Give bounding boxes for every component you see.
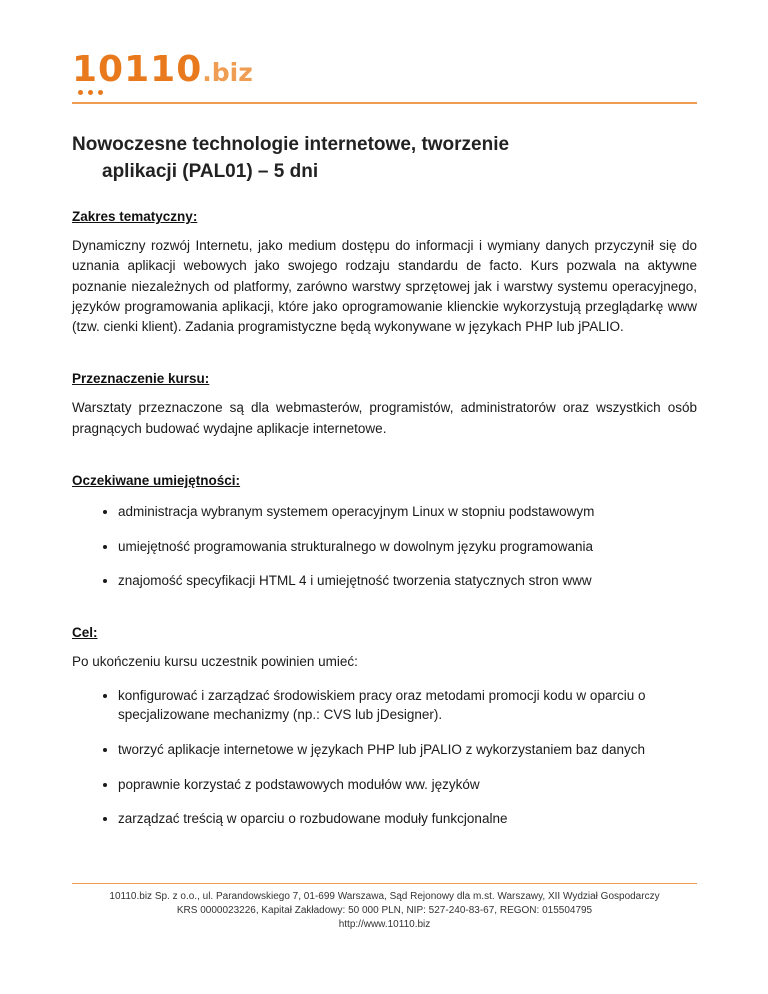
section-body-przeznaczenie: Warsztaty przeznaczone są dla webmasterów, programistów, administratorów oraz wszystkich osób pragnących budować wydajne aplikacje internetowe.	[72, 400, 697, 436]
bullet-list-cel	[72, 686, 697, 829]
bullet-item: • poprawnie korzystać z podstawowych modułów ww. języków	[118, 775, 697, 795]
bullet-item: • zarządzać treścią w oparciu o rozbudowane moduły funkcjonalne	[118, 809, 697, 829]
bullet-item: • tworzyć aplikacje internetowe w językach PHP lub jPALIO z wykorzystaniem baz danych	[118, 740, 697, 760]
bullet-item: • konfigurować i zarządzać środowiskiem pracy oraz metodami promocji kodu w oparciu o specjalizowane mechanizmy (np.: CVS lub jDesigner).	[118, 686, 697, 725]
company-logo	[72, 49, 253, 90]
page-title	[72, 132, 697, 185]
section-intro-cel: Po ukończeniu kursu uczestnik powinien umieć:	[72, 653, 358, 669]
bullet-item: • umiejętność programowania strukturalnego w dowolnym języku programowania	[118, 537, 697, 557]
section-body-zakres: Dynamiczny rozwój Internetu, jako medium dostępu do informacji i wymiany danych przyczynił się do uznania aplikacji webowych jako swojego rodzaju standardu de facto. Kurs pozwala na aktywne poznanie niezależnych od platformy, zarówno warstwy sprzętowej jak i warstwy systemu operacyjnego, języków programowania aplikacji, które jako oprogramowanie klienckie wykorzystują przeglądarkę www (tzw. cienki klient). Zadania programistyczne będą wykonywane w językach PHP lub jPALIO.	[72, 238, 697, 335]
footer-website-url: http://www.10110.biz	[338, 919, 431, 930]
footer-registration-info: KRS 0000023226, Kapitał Zakładowy: 50 000 PLN, NIP: 527-240-83-67, REGON: 015504795	[176, 905, 593, 916]
section-heading-zakres: Zakres tematyczny:	[72, 209, 198, 225]
header-divider	[72, 102, 697, 104]
logo-suffix-text: .biz	[202, 58, 253, 87]
footer-divider	[72, 883, 697, 884]
section-heading-oczekiwane: Oczekiwane umiejętności:	[72, 472, 241, 488]
page-title-line2: aplikacji (PAL01) – 5 dni	[102, 160, 319, 182]
bullet-item: • znajomość specyfikacji HTML 4 i umiejętność tworzenia statycznych stron www	[118, 571, 697, 591]
bullet-list-oczekiwane	[72, 502, 697, 591]
page-title-line1: Nowoczesne technologie internetowe, tworzenie	[72, 134, 510, 155]
logo-text: 10110	[72, 49, 203, 90]
logo-dots-icon	[78, 90, 108, 95]
section-heading-cel: Cel:	[72, 624, 98, 640]
section-heading-przeznaczenie: Przeznaczenie kursu:	[72, 371, 210, 387]
footer-company-address: 10110.biz Sp. z o.o., ul. Parandowskiego 7, 01-699 Warszawa, Sąd Rejonowy dla m.st. Warszawy, XII Wydział Gospodarczy	[109, 891, 660, 902]
bullet-item: • administracja wybranym systemem operacyjnym Linux w stopniu podstawowym	[118, 502, 697, 522]
page-footer	[72, 883, 697, 932]
